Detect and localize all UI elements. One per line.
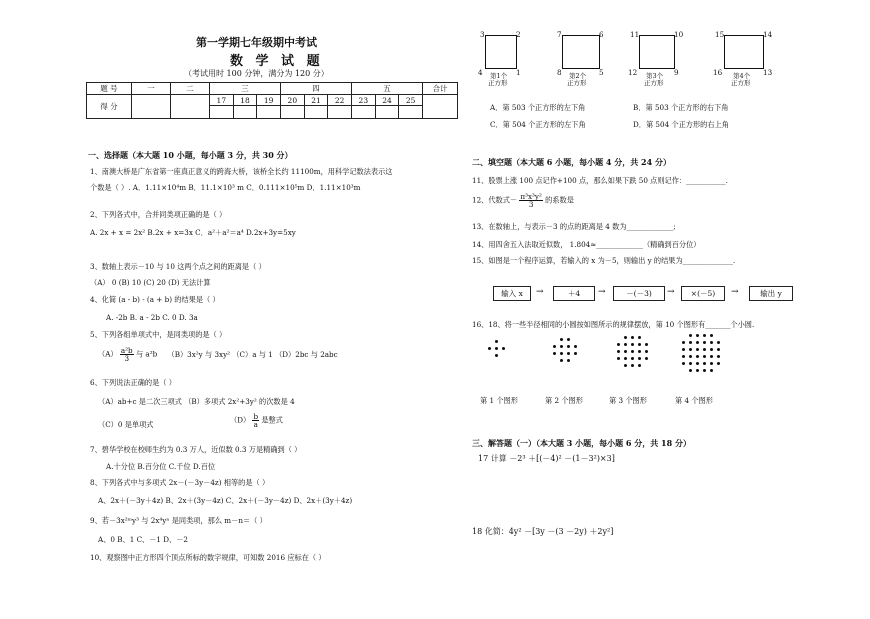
question-options: [230, 413, 283, 428]
circle-dot: [553, 352, 556, 355]
circle-dot: [624, 336, 627, 339]
question-text: 11、股票上涨 100 点记作+100 点，那么如果下跌 50 点则记作：___________.: [472, 176, 728, 185]
circle-dot: [567, 359, 570, 362]
table-header-cell: 一: [132, 83, 171, 95]
question-suffix: 的系数是: [545, 195, 574, 205]
figure-caption: 第 1 个图形: [480, 396, 518, 405]
square-shape: [724, 35, 764, 69]
arrow-right-icon: →: [598, 287, 606, 297]
table-cell: 19: [257, 95, 281, 106]
table-cell: 24: [375, 95, 399, 106]
table-cell: [423, 95, 458, 119]
dot-pattern-4: [682, 334, 724, 376]
circle-dot: [567, 345, 570, 348]
circle-dot: [624, 350, 627, 353]
table-cell: [399, 106, 423, 119]
circle-dot: [710, 355, 713, 358]
dot-pattern-2: [553, 338, 587, 372]
figure-caption: 第 4 个图形: [675, 396, 713, 405]
section-heading: 一、选择题（本大题 10 小题，每小题 3 分，共 30 分）: [88, 150, 293, 160]
circle-dot: [638, 336, 641, 339]
dot-pattern-1: [488, 340, 518, 370]
circle-dot: [696, 355, 699, 358]
circle-dot: [495, 340, 498, 343]
circle-dot: [696, 348, 699, 351]
circle-dot: [560, 345, 563, 348]
circle-dot: [502, 347, 505, 350]
circle-dot: [689, 362, 692, 365]
question-text: 8、下列各式中与多项式 2x－(－3y－4z) 相等的是（ ）: [90, 478, 270, 487]
circle-dot: [710, 369, 713, 372]
fraction: [519, 193, 542, 208]
circle-dot: [710, 362, 713, 365]
corner-label: 16: [713, 68, 723, 77]
arrow-right-icon: →: [536, 287, 544, 297]
option-label: （D）: [230, 415, 251, 425]
circle-dot: [560, 338, 563, 341]
circle-dot: [638, 350, 641, 353]
circle-dot: [495, 347, 498, 350]
square-shape: [639, 35, 675, 69]
question-text: 17 计算 －2³ ＋[(－4)² －(1－3²)×3]: [478, 454, 615, 463]
figure-caption: 第 3 个图形: [609, 396, 647, 405]
question-text: 6、下列说法正确的是（ ）: [90, 378, 176, 387]
circle-dot: [638, 364, 641, 367]
fraction-denominator: a: [253, 420, 258, 430]
table-cell: [257, 106, 281, 119]
circle-dot: [617, 357, 620, 360]
question-text: 9、若－3x²ᵐy³ 与 2x⁴yⁿ 是同类项，那么 m－n＝（ ）: [90, 516, 267, 525]
corner-label: 12: [628, 68, 638, 77]
table-cell: [171, 95, 210, 119]
circle-dot: [703, 334, 706, 337]
circle-dot: [560, 352, 563, 355]
figure-caption: 第4个: [733, 72, 751, 80]
question-options: （C）0 是单项式: [98, 420, 154, 429]
circle-dot: [696, 362, 699, 365]
option-label: （A）: [98, 349, 118, 359]
circle-dot: [682, 362, 685, 365]
question-text: 2、下列各式中，合并同类项正确的是（ ）: [90, 210, 227, 219]
circle-dot: [689, 369, 692, 372]
corner-label: 1: [516, 68, 521, 77]
flow-box-output: 输出 y: [749, 286, 793, 301]
circle-dot: [682, 341, 685, 344]
corner-label: 13: [763, 68, 773, 77]
square-figure-1: [478, 30, 521, 87]
circle-dot: [717, 355, 720, 358]
table-header-cell: 五: [352, 83, 423, 95]
circle-dot: [631, 350, 634, 353]
circle-dot: [574, 352, 577, 355]
circle-dot: [617, 343, 620, 346]
circle-dot: [488, 347, 491, 350]
table-cell: [233, 106, 257, 119]
question-options: A. -2b B. a - 2b C. 0 D. 3a: [106, 313, 198, 322]
circle-dot: [624, 364, 627, 367]
table-header-cell: 二: [171, 83, 210, 95]
corner-label: 7: [557, 30, 562, 39]
circle-dot: [682, 355, 685, 358]
circle-dot: [703, 369, 706, 372]
option-text: 是整式: [261, 415, 283, 425]
exam-subtitle: 数 学 试 题: [230, 54, 324, 69]
question-text: 10、观察图中正方形四个顶点所标的数字规律，可知数 2016 应标在（ ）: [90, 553, 326, 562]
circle-dot: [495, 354, 498, 357]
circle-dot: [689, 341, 692, 344]
corner-label: 15: [715, 30, 725, 39]
question-text: 14、用四舍五入法取近似数， 1.804≈_____________（精确到百分位）: [472, 240, 701, 249]
corner-label: 11: [630, 30, 640, 39]
circle-dot: [567, 352, 570, 355]
question-options: A. 2x + x = 2x² B.2x + x=3x C．a²＋a²＝a⁴ D.2x+3y=5xy: [90, 228, 296, 237]
figure-caption: 第2个: [569, 72, 587, 80]
exam-note: （考试用时 100 分钟，满分为 120 分）: [184, 69, 329, 78]
section-heading: 三、解答题（一）（本大题 3 小题，每小题 6 分，共 18 分）: [472, 438, 691, 448]
circle-dot: [645, 350, 648, 353]
circle-dot: [689, 334, 692, 337]
circle-dot: [560, 359, 563, 362]
table-header-cell: 三: [210, 83, 281, 95]
figure-caption: 正方形: [644, 79, 664, 87]
question-options: A、0 B、1 C、－1 D、－2: [98, 535, 189, 544]
corner-label: 4: [478, 68, 483, 77]
question-options: （A）ab+c 是二次三项式 （B）多项式 2x²+3y² 的次数是 4: [98, 397, 295, 406]
table-cell: [352, 106, 376, 119]
table-cell: 25: [399, 95, 423, 106]
circle-dot: [717, 362, 720, 365]
arrow-right-icon: →: [731, 287, 739, 297]
question-text: 7、碧华学校在校师生约为 0.3 万人，近似数 0.3 万是精确到（ ）: [90, 445, 302, 454]
circle-dot: [631, 357, 634, 360]
circle-dot: [553, 345, 556, 348]
table-cell: 17: [210, 95, 234, 106]
circle-dot: [638, 343, 641, 346]
square-shape: [485, 35, 517, 69]
question-options: A、2x＋(－3y＋4z) B、2x＋(3y－4z) C、2x＋(－3y－4z) D、2x＋(3y＋4z): [98, 496, 353, 505]
square-figure-4: [713, 30, 773, 87]
circle-dot: [567, 338, 570, 341]
circle-dot: [710, 341, 713, 344]
circle-dot: [645, 357, 648, 360]
score-table: [86, 82, 458, 119]
circle-dot: [631, 364, 634, 367]
table-cell: [210, 106, 234, 119]
table-cell: 21: [304, 95, 328, 106]
corner-label: 2: [516, 30, 521, 39]
corner-label: 6: [599, 30, 604, 39]
circle-dot: [717, 341, 720, 344]
table-cell: [375, 106, 399, 119]
table-row-label: 得 分: [87, 95, 132, 119]
circle-dot: [696, 341, 699, 344]
question-options: （A） 0 (B) 10 (C) 20 (D) 无法计算: [90, 278, 211, 287]
flow-box-input: 输入 x: [493, 286, 531, 301]
question-options: A.十分位 B.百分位 C.千位 D.百位: [106, 462, 216, 471]
corner-label: 5: [599, 68, 604, 77]
circle-dot: [689, 355, 692, 358]
square-figure-3: [628, 30, 684, 87]
option-text: 与 a²b: [135, 349, 158, 359]
exam-title: 第一学期七年级期中考试: [196, 36, 317, 49]
section-heading: 二、填空题（本大题 6 小题，每小题 4 分，共 24 分）: [472, 157, 671, 167]
fraction-numerator: a²b: [120, 346, 133, 355]
question-text: 4、化简 (a - b) - (a + b) 的结果是（ ）: [90, 295, 220, 304]
circle-dot: [631, 343, 634, 346]
corner-label: 10: [674, 30, 684, 39]
flow-box-add: ＋4: [553, 286, 595, 301]
fraction: [120, 347, 134, 362]
question-text: 15、如图是一个程序运算，若输入的 x 为－5，则输出 y 的结果为______________.: [472, 256, 736, 265]
flow-box-subtract: －(－3): [613, 286, 665, 301]
table-cell: 20: [281, 95, 305, 106]
figure-caption: 第 2 个图形: [545, 396, 583, 405]
arrow-right-icon: →: [667, 287, 675, 297]
figure-caption: 正方形: [567, 79, 587, 87]
question-option: A．第 503 个正方形的左下角: [490, 103, 586, 112]
square-shape: [562, 35, 600, 69]
table-cell: 18: [233, 95, 257, 106]
flow-box-multiply: ×(－5): [681, 286, 725, 301]
question-text: 16、18、将一些半径相同的小圆按如图所示的规律摆放，第 10 个图形有_______个小圆.: [472, 320, 755, 329]
table-cell: 22: [328, 95, 352, 106]
corner-label: 9: [674, 68, 679, 77]
circle-dot: [696, 369, 699, 372]
figure-caption: 第3个: [646, 72, 664, 80]
question-options: [98, 347, 338, 362]
fraction-denominator: 3: [124, 354, 130, 364]
table-cell: [281, 106, 305, 119]
corner-label: 8: [557, 68, 562, 77]
circle-dot: [631, 336, 634, 339]
circle-dot: [710, 348, 713, 351]
question-text: 18 化简：4y² －[3y －(3 －2y) ＋2y²]: [472, 527, 614, 536]
table-cell: [132, 95, 171, 119]
fraction-denominator: 3: [528, 200, 534, 210]
fraction: [252, 413, 259, 428]
circle-dot: [696, 334, 699, 337]
table-cell: [304, 106, 328, 119]
figure-caption: 第1个: [490, 72, 508, 80]
figure-caption: 正方形: [731, 79, 751, 87]
circle-dot: [703, 355, 706, 358]
question-text: 1、南澳大桥是广东省第一座真正意义的跨海大桥，该桥全长约 11100m，用科学记数法表示这: [90, 167, 393, 176]
figure-caption: 正方形: [488, 79, 508, 87]
question-text: 13、在数轴上，与表示－3 的点的距离是 4 数为_____________;: [472, 222, 676, 231]
circle-dot: [703, 348, 706, 351]
question-text: [472, 193, 574, 208]
square-figure-2: [557, 30, 605, 87]
circle-dot: [624, 343, 627, 346]
question-option: B．第 503 个正方形的右下角: [633, 103, 729, 112]
circle-dot: [703, 341, 706, 344]
circle-dot: [617, 350, 620, 353]
table-header-cell: 题 号: [87, 83, 132, 95]
circle-dot: [638, 357, 641, 360]
circle-dot: [624, 357, 627, 360]
question-option: D．第 504 个正方形的右上角: [633, 120, 729, 129]
circle-dot: [682, 348, 685, 351]
circle-dot: [574, 345, 577, 348]
circle-dot: [645, 343, 648, 346]
fraction-numerator: b: [253, 412, 259, 421]
circle-dot: [710, 334, 713, 337]
circle-dot: [717, 348, 720, 351]
corner-label: 14: [763, 30, 773, 39]
question-prefix: 12、代数式－: [472, 195, 518, 205]
option-text: （B）3x²y 与 3xy² （C）a 与 1 （D）2bc 与 2abc: [167, 349, 338, 359]
dot-pattern-3: [617, 336, 655, 374]
question-option: C．第 504 个正方形的左下角: [490, 120, 586, 129]
circle-dot: [689, 348, 692, 351]
question-text: 5、下列各组单项式中，是同类项的是（ ）: [90, 330, 227, 339]
table-cell: [328, 106, 352, 119]
table-cell: 23: [352, 95, 376, 106]
corner-label: 3: [480, 30, 485, 39]
table-header-cell: 四: [281, 83, 352, 95]
question-text: 3、数轴上表示－10 与 10 这两个点之间的距离是（ ）: [90, 262, 266, 271]
question-options: 个数是（ ）. A．1.11×10⁴m B．11.1×10³ m C．0.111×10⁵m D．1.11×10³m: [90, 183, 361, 192]
table-header-cell: 合计: [423, 83, 458, 95]
fraction-numerator: π³x³y²: [520, 192, 542, 201]
circle-dot: [703, 362, 706, 365]
